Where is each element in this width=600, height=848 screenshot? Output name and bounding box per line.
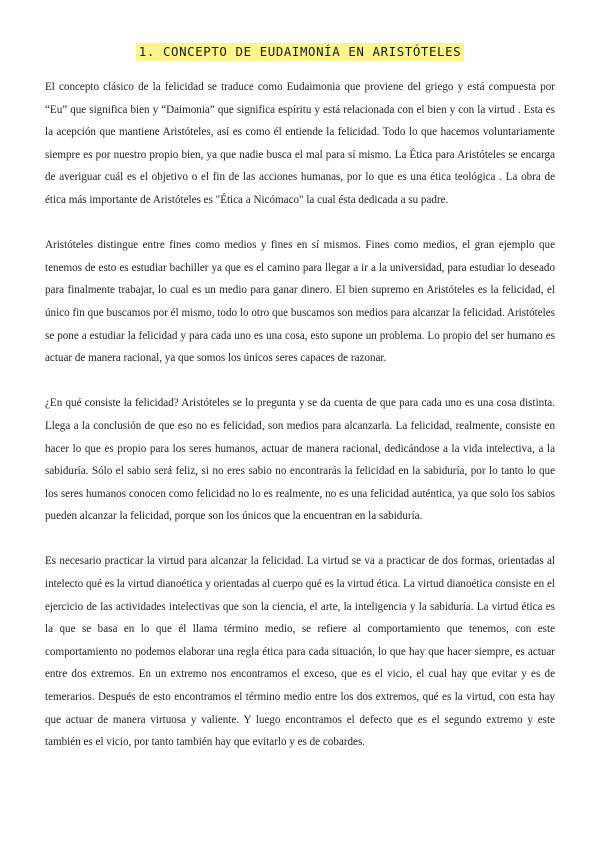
paragraph-4: Es necesario practicar la virtud para alcanzar la felicidad. La virtud se va a practicar de dos formas, orientadas al intelecto qué es la virtud dianoética y orientadas al cuerpo qué es la virtud ética. La virtud dianoética consiste en el ejercicio de las actividades intelectivas que son la ciencia, el arte, la inteligencia y la sabiduría. La virtud ética es la que se basa en lo que él llama término medio, se refiere al comportamiento que tenemos, con este comportamiento no podemos elaborar una regla ética para cada situación, lo que hay que hacer siempre, es actuar entre dos extremos. En un extremo nos encontramos el exceso, que es el vicio, el cual hay que evitar y es de temerarios. Después de esto encontramos el término medio entre los dos extremos, qué es la virtud, con esta hay que actuar de manera virtuosa y valiente. Y luego encontramos el defecto que es el segundo extremo y este también es el vicio, por tanto también hay que evitarlo y es de cobardes. bbox=[45, 555, 555, 749]
paragraph-3: ¿En qué consiste la felicidad? Aristóteles se lo pregunta y se da cuenta de que para cada uno es una cosa distinta. Llega a la conclusión de que eso no es felicidad, son medios para alcanzarla. La felicidad, realmente, consiste en hacer lo que es propio para los seres humanos, actuar de manera racional, dedicándose a la vida intelectiva, a la sabiduría. Sólo el sabio será feliz, si no eres sabio no encontrarás la felicidad en la sabiduría, por lo tanto lo que los seres humanos conocen como felicidad no lo es realmente, no es una felicidad auténtica, ya que solo los sabios pueden alcanzar la felicidad, porque son los únicos que la encuentran en la sabiduría. bbox=[45, 397, 555, 523]
document-title: 1. CONCEPTO DE EUDAIMONÍA EN ARISTÓTELES bbox=[136, 43, 464, 61]
paragraph-2: Aristóteles distingue entre fines como medios y fines en sí mismos. Fines como medios, el gran ejemplo que tenemos de esto es estudiar bachiller ya que es el camino para llegar a ir a la universidad, para estudiar lo deseado para finalmente trabajar, lo cual es un medio para ganar dinero. El bien supremo en Aristóteles es la felicidad, el único fin que buscamos por él mismo, todo lo otro que buscamos son medios para alcanzar la felicidad. Aristóteles se pone a estudiar la felicidad y para cada uno es una cosa, esto supone un problema. Lo propio del ser humano es actuar de manera racional, ya que somos los únicos seres capaces de razonar. bbox=[45, 239, 555, 365]
title-container bbox=[0, 43, 600, 61]
paragraph-1: El concepto clásico de la felicidad se traduce como Eudaimonia que proviene del griego y está compuesta por “Eu” que significa bien y “Daimonia” que significa espíritu y está relacionada con el bien y con la virtud . Esta es la acepción que mantiene Aristóteles, así es como él entiende la felicidad. Todo lo que hacemos voluntariamente siempre es por nuestro propio bien, ya que nadie busca el mal para sí mismo. La Ética para Aristóteles se encarga de averiguar cuál es el objetivo o el fin de las acciones humanas, por lo que es una ética teológica . La obra de ética más importante de Aristóteles es "Ética a Nicómaco" la cual ésta dedicada a su padre. bbox=[45, 81, 555, 206]
document-body bbox=[45, 76, 555, 776]
